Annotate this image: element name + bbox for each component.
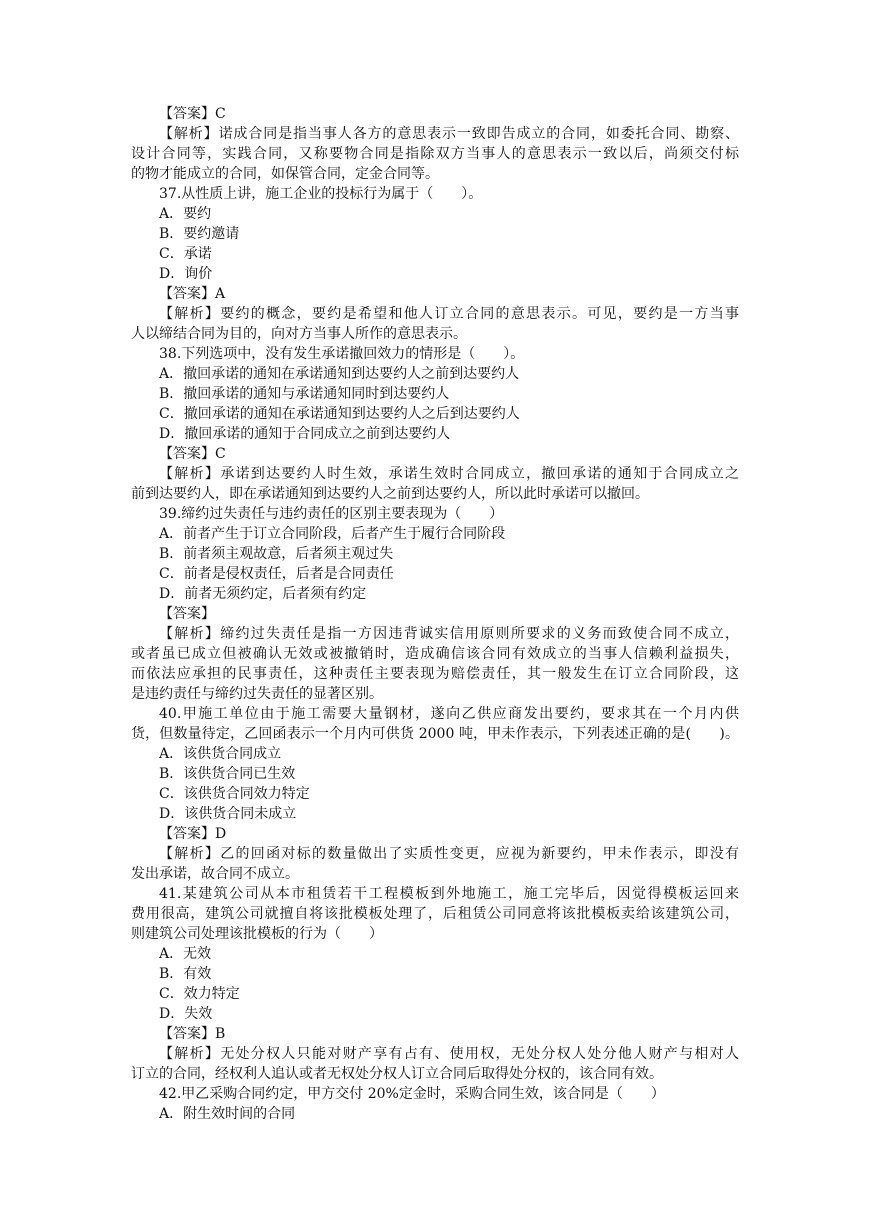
text-line: D．撤回承诺的通知于合同成立之前到达要约人 (159, 426, 451, 442)
text-line: 38.下列选项中，没有发生承诺撤回效力的情形是（ ）。 (159, 346, 525, 362)
text-line: C．该供货合同效力特定 (159, 786, 310, 802)
text-line: 【答案】C (159, 446, 226, 462)
text-line: 【答案】A (159, 286, 226, 302)
text-line: 41.某建筑公司从本市租赁若干工程模板到外地施工，施工完毕后，因觉得模板运回来 (159, 886, 739, 902)
text-line: 前到达要约人，即在承诺通知到达要约人之前到达要约人，所以此时承诺可以撤回。 (131, 486, 649, 502)
text-line: 【答案】B (159, 1026, 226, 1042)
text-line: 【解析】无处分权人只能对财产享有占有、使用权，无处分权人处分他人财产与相对人 (159, 1046, 739, 1062)
text-line: 【答案】D (159, 826, 227, 842)
text-line: B．有效 (159, 966, 212, 982)
text-line: 发出承诺，故合同不成立。 (131, 866, 299, 882)
text-line: 【解析】要约的概念，要约是希望和他人订立合同的意思表示。可见，要约是一方当事 (159, 306, 739, 322)
text-line: B．撤回承诺的通知与承诺通知同时到达要约人 (159, 386, 450, 402)
text-line: B．要约邀请 (159, 226, 240, 242)
text-line: A．要约 (159, 206, 212, 222)
document-page (131, 104, 739, 1124)
text-line: 【答案】C (159, 106, 226, 122)
text-line: 人以缔结合同为目的，向对方当事人所作的意思表示。 (131, 326, 467, 342)
text-line: 订立的合同，经权利人追认或者无权处分权人订立合同后取得处分权的，该合同有效。 (131, 1066, 663, 1082)
text-line: D．询价 (159, 266, 213, 282)
text-line: 【答案】 (159, 606, 215, 622)
text-line: C．承诺 (159, 246, 212, 262)
text-line: 的物才能成立的合同，如保管合同，定金合同等。 (131, 166, 439, 182)
text-line: 或者虽已成立但被确认无效或被撤销时，造成确信该合同有效成立的当事人信赖利益损失， (131, 646, 739, 662)
text-line: A．前者产生于订立合同阶段，后者产生于履行合同阶段 (159, 526, 506, 542)
text-line: 42.甲乙采购合同约定，甲方交付 20%定金时，采购合同生效，该合同是（ ） (159, 1086, 665, 1102)
text-line: 【解析】诺成合同是指当事人各方的意思表示一致即告成立的合同，如委托合同、勘察、 (159, 126, 739, 142)
text-line: B．该供货合同已生效 (159, 766, 296, 782)
text-line: 则建筑公司处理该批模板的行为（ ） (131, 926, 383, 942)
text-line: D．该供货合同未成立 (159, 806, 297, 822)
text-line: C．撤回承诺的通知在承诺通知到达要约人之后到达要约人 (159, 406, 520, 422)
text-line: 39.缔约过失责任与违约责任的区别主要表现为（ ） (159, 506, 504, 522)
text-line: 是违约责任与缔约过失责任的显著区别。 (131, 686, 383, 702)
text-line: C．效力特定 (159, 986, 240, 1002)
text-line: 货，但数量待定，乙回函表示一个月内可供货 2000 吨，甲未作表示，下列表述正确的是( )。 (131, 726, 739, 742)
text-line: 而依法应承担的民事责任，这种责任主要表现为赔偿责任，其一般发生在订立合同阶段，这 (131, 666, 739, 682)
text-line: A．撤回承诺的通知在承诺通知到达要约人之前到达要约人 (159, 366, 520, 382)
text-line: A．无效 (159, 946, 212, 962)
text-line: 40.甲施工单位由于施工需要大量钢材，遂向乙供应商发出要约，要求其在一个月内供 (159, 706, 739, 722)
text-line: C．前者是侵权责任，后者是合同责任 (159, 566, 394, 582)
text-line: 设计合同等，实践合同，又称要物合同是指除双方当事人的意思表示一致以后，尚须交付标 (131, 146, 739, 162)
text-line: 【解析】承诺到达要约人时生效，承诺生效时合同成立，撤回承诺的通知于合同成立之 (159, 466, 739, 482)
text-line: D．失效 (159, 1006, 213, 1022)
text-line: 【解析】乙的回函对标的数量做出了实质性变更，应视为新要约，甲未作表示，即没有 (159, 846, 739, 862)
text-line: D．前者无须约定，后者须有约定 (159, 586, 367, 602)
text-line: B．前者须主观故意，后者须主观过失 (159, 546, 394, 562)
text-line: A．该供货合同成立 (159, 746, 282, 762)
text-line: 【解析】缔约过失责任是指一方因违背诚实信用原则所要求的义务而致使合同不成立， (159, 626, 739, 642)
text-line: A．附生效时间的合同 (159, 1106, 296, 1122)
text-line: 费用很高，建筑公司就擅自将该批模板处理了，后租赁公司同意将该批模板卖给该建筑公司， (131, 906, 739, 922)
text-line: 37.从性质上讲，施工企业的投标行为属于（ ）。 (159, 186, 483, 202)
